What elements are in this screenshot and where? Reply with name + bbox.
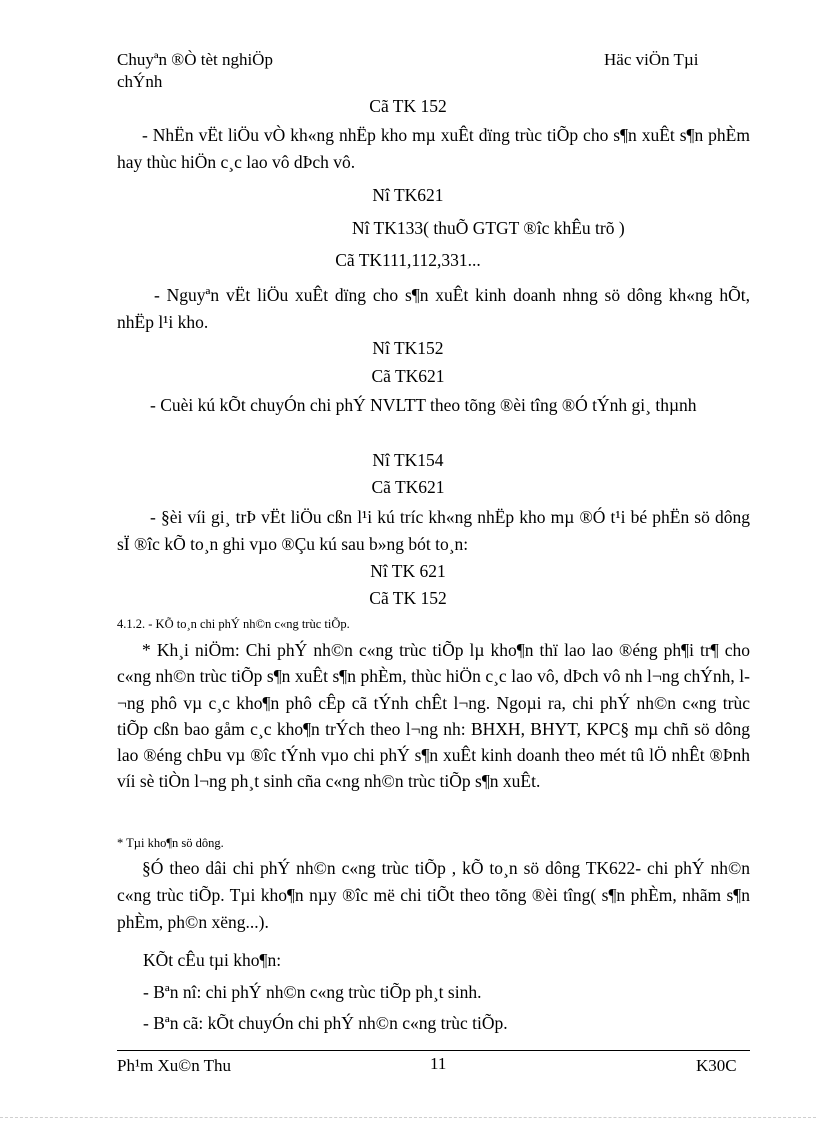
entry-co-tk152-top: Cã TK 152 bbox=[369, 96, 447, 116]
entry-co-tk152-b: Cã TK 152 bbox=[369, 588, 447, 608]
entry-co-tk111: Cã TK111,112,331... bbox=[335, 250, 481, 270]
ketcau-label: KÕt cÊu tµi kho¶n: bbox=[143, 950, 282, 970]
paragraph-4: - §èi víi gi¸ trÞ vËt liÖu cßn l¹i kú tríc kh«ng nhËp kho mµ ®Ó t¹i bé phËn sö dông sÏ ®îc kÕ to¸n ghi vµo ®Çu kú sau b»ng bót to¸n: bbox=[117, 507, 750, 554]
entry-no-tk621-b: Nî TK 621 bbox=[370, 561, 446, 581]
entry-no-tk154: Nî TK154 bbox=[372, 450, 444, 470]
entry-co-tk621-b: Cã TK621 bbox=[371, 477, 445, 497]
entry-no-tk133: Nî TK133( thuÕ GTGT ®îc khÊu trõ ) bbox=[352, 218, 625, 238]
header-left-line1: Chuyªn ®Ò tèt nghiÖp bbox=[117, 50, 273, 69]
footer-class-code: K30C bbox=[696, 1056, 737, 1075]
paragraph-6: §Ó theo dâi chi phÝ nh©n c«ng trùc tiÕp , kÕ to¸n sö dông TK622- chi phÝ nh©n c«ng trùc tiÕp. Tµi kho¶n nµy ®îc më chi tiÕt theo tõng ®èi tîng( s¶n phÈm, nhãm s¶n phÈm, ph©n xëng...). bbox=[117, 858, 750, 932]
ben-co-line: - Bªn cã: kÕt chuyÓn chi phÝ nh©n c«ng trùc tiÕp. bbox=[143, 1013, 508, 1033]
paragraph-3: - Cuèi kú kÕt chuyÓn chi phÝ NVLTT theo tõng ®èi tîng ®Ó tÝnh gi¸ thµnh bbox=[150, 395, 697, 415]
page-bottom-edge bbox=[0, 1117, 816, 1118]
section-heading: 4.1.2. - KÕ to¸n chi phÝ nh©n c«ng trùc tiÕp. bbox=[117, 617, 350, 631]
ben-no-line: - Bªn nî: chi phÝ nh©n c«ng trùc tiÕp ph¸t sinh. bbox=[143, 982, 482, 1002]
header-right: Häc viÖn Tµi bbox=[604, 50, 699, 69]
entry-no-tk621-a: Nî TK621 bbox=[372, 185, 444, 205]
footer-page-number: 11 bbox=[430, 1054, 447, 1073]
small-note: * Tµi kho¶n sö dông. bbox=[117, 836, 224, 850]
footer-rule bbox=[117, 1050, 750, 1051]
paragraph-5: * Kh¸i niÖm: Chi phÝ nh©n c«ng trùc tiÕp lµ kho¶n thï lao lao ®éng ph¶i tr¶ cho c«ng nh©n trùc tiÕp s¶n xuÊt s¶n phÈm, thùc hiÖn c¸c lao vô, dÞch vô nh l¬ng chÝnh, l¬ng phô vµ c¸c kho¶n phô cÊp cã tÝnh chÊt l¬ng. Ngoµi ra, chi phÝ nh©n c«ng trùc tiÕp cßn bao gåm c¸c kho¶n trÝch theo l¬ng nh: BHXH, BHYT, KPC§ mµ chñ sö dông lao ®éng chÞu vµ ®îc tÝnh vµo chi phÝ s¶n xuÊt kinh doanh theo mét tû lÖ nhÊt ®Þnh víi sè tiÒn l¬ng ph¸t sinh cña c«ng nh©n trùc tiÕp s¶n xuÊt. bbox=[117, 640, 750, 792]
paragraph-1: - NhËn vËt liÖu vÒ kh«ng nhËp kho mµ xuÊt dïng trùc tiÕp cho s¶n xuÊt s¶n phÈm hay thùc hiÖn c¸c lao vô dÞch vô. bbox=[117, 125, 750, 172]
footer-author: Ph¹m Xu©n Thu bbox=[117, 1056, 232, 1075]
paragraph-2: - Nguyªn vËt liÖu xuÊt dïng cho s¶n xuÊt kinh doanh nhng sö dông kh«ng hÕt, nhËp l¹i kho. bbox=[117, 285, 750, 332]
entry-no-tk152: Nî TK152 bbox=[372, 338, 444, 358]
entry-co-tk621-a: Cã TK621 bbox=[371, 366, 445, 386]
header-left-line2: chÝnh bbox=[117, 72, 163, 91]
